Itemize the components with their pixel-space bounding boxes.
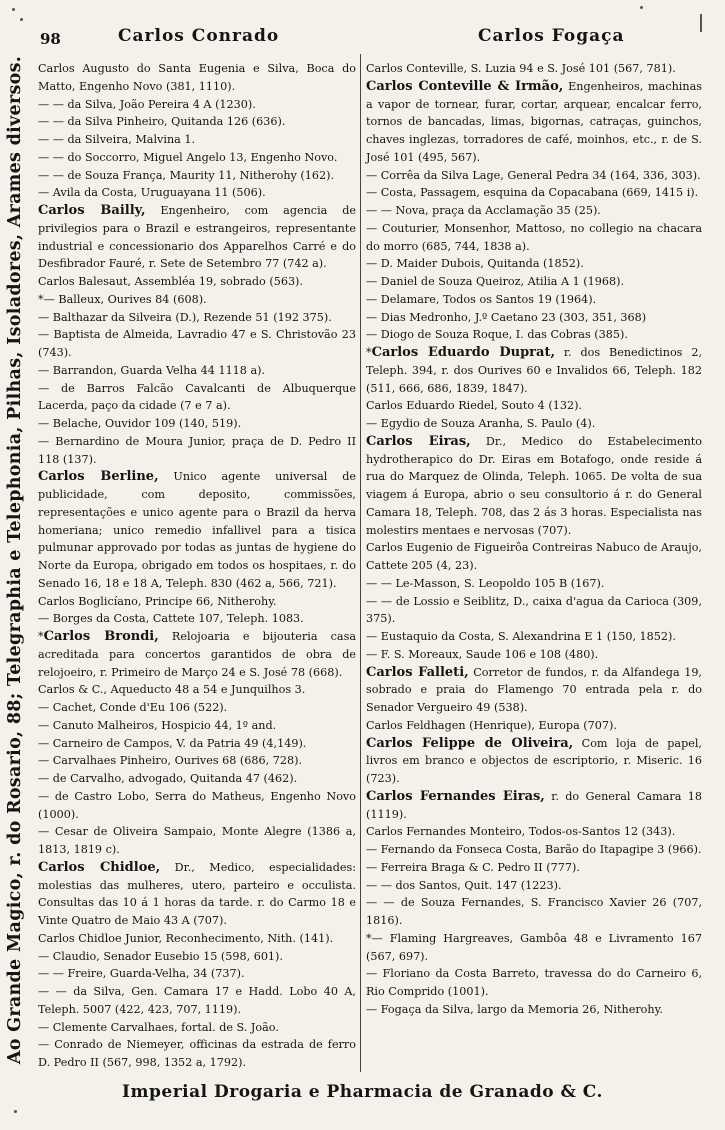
entry-text: Couturier, Monsenhor, Mattoso, no collegio na chacara do morro (685, 744, 1838 a). [366, 221, 702, 253]
entry-prefix: — [366, 967, 383, 981]
entry-text: Carlos Feldhagen (Henrique), Europa (707). [366, 718, 617, 732]
entry-text: Carlos Eduardo Riedel, Souto 4 (132). [366, 399, 582, 413]
entry-text: D. Maider Dubois, Quitanda (1852). [380, 257, 584, 271]
entry-text: da Silva, João Pereira 4 A (1230). [67, 97, 256, 111]
entry-prefix: — — [38, 133, 68, 146]
entry-prefix: — [366, 417, 381, 430]
entry-name: Carlos Eiras, [366, 433, 471, 449]
entry-text: Carlos Boglicíano, Principe 66, Nitherohy. [38, 594, 277, 608]
running-header-right: Carlos Fogaça [478, 26, 625, 46]
directory-entry [38, 326, 356, 362]
entry-text: Flaming Hargreaves, Gambôa 48 e Livramento 167 (567, 697). [366, 931, 702, 963]
entry-name: Carlos Bailly, [38, 203, 146, 218]
entry-text: Bernardino de Moura Junior, praça de D. Pedro II 118 (137). [38, 434, 357, 466]
entry-prefix: — [38, 772, 53, 785]
directory-entry [38, 433, 356, 469]
left-column [38, 60, 356, 1072]
entry-prefix: — [366, 186, 381, 200]
entry-text: Dr., Medico do Estabelecimento hydrotherapico do Dr. Eiras em Botafogo, onde reside á rua do Marquez de Olinda, Teleph. 1065. De volta de sua viagem á Europa, abrio o seu consultorio á r. do General Camara 18, Teleph. 708, das 2 ás 3 horas. Especialista nas molestirs mentaes e nervosas (707). [366, 434, 703, 537]
entry-prefix: — — [38, 967, 68, 981]
entry-text: Balthazar da Silveira (D.), Rezende 51 (192 375). [52, 310, 332, 324]
directory-entry [38, 735, 356, 753]
entry-prefix: — — [366, 896, 401, 910]
entry-prefix: — [366, 328, 381, 342]
print-speck [12, 8, 15, 11]
entry-prefix: — [38, 1020, 53, 1034]
entry-text: Fogaça da Silva, largo da Memoria 26, Nitherohy. [380, 1002, 663, 1016]
page-number: 98 [40, 30, 61, 48]
entry-prefix: — [366, 257, 381, 271]
directory-entry [38, 752, 356, 770]
directory-entry [366, 60, 702, 78]
directory-entry [38, 681, 356, 699]
entry-text: Dr., Medico, especialidades: molestias das mulheres, utero, parteiro e occulista. Consultas das 10 á 1 horas da tarde. r. do Carmo 18 e Vinte Quatro de Maio 43 A (707). [38, 860, 356, 927]
directory-entry [38, 202, 356, 273]
directory-entry [38, 96, 356, 114]
entry-text: Delamare, Todos os Santos 19 (1964). [380, 292, 597, 306]
directory-entry [366, 539, 702, 575]
directory-entry [38, 948, 356, 966]
directory-entry [366, 291, 702, 309]
entry-prefix: — — [38, 150, 68, 164]
directory-entry [366, 344, 702, 397]
entry-name: Carlos Brondi, [43, 629, 159, 644]
entry-text: Fernando da Fonseca Costa, Barão do Itapagipe 3 (966). [380, 843, 702, 856]
entry-text: Carvalhaes Pinheiro, Ourives 68 (686, 728). [52, 754, 303, 768]
entry-text: Floriano da Costa Barreto, travessa do do Carneiro 6, Rio Comprido (1001). [366, 967, 702, 998]
entry-text: de Carvalho, advogado, Quitanda 47 (462). [52, 772, 298, 785]
entry-prefix: * [366, 346, 372, 359]
entry-text: Carneiro de Campos, V. da Patria 49 (4,149). [52, 736, 307, 750]
entry-text: Freire, Guarda-Velha, 34 (737). [67, 967, 245, 981]
entry-prefix: — [38, 754, 53, 768]
entry-text: de Barros Falcão Cavalcanti de Albuquerque Lacerda, paço da cidade (7 e 7 a). [38, 381, 356, 413]
entry-text: Eustaquio da Costa, S. Alexandrina E 1 (150, 1852). [380, 630, 676, 643]
entry-prefix: — — [38, 97, 68, 111]
directory-entry [38, 717, 356, 735]
directory-entry [366, 894, 702, 930]
entry-text: Dias Medronho, J.º Caetano 23 (303, 351, 368) [380, 310, 647, 324]
entry-prefix: — [366, 310, 381, 324]
directory-entry [38, 291, 356, 309]
entry-text: de Souza França, Maurity 11, Nitherohy (162). [67, 168, 335, 182]
directory-entry [366, 202, 702, 220]
entry-text: Clemente Carvalhaes, fortal. de S. João. [52, 1020, 279, 1034]
entry-text: Com loja de papel, livros em branco e objectos de escriptorio, r. Miseric. 16 (723). [366, 736, 702, 785]
directory-entry [366, 220, 702, 256]
entry-text: Relojoaria e bijouteria casa acreditada para concertos garantidos de obra de relojoeiro, r. Primeiro de Março 24 e S. José 78 (668). [38, 630, 356, 679]
entry-name: Carlos Felippe de Oliveira, [366, 735, 574, 751]
directory-entry [38, 184, 356, 202]
entry-text: do Soccorro, Miguel Angelo 13, Engenho Novo. [67, 150, 338, 164]
entry-text: Carlos Balesaut, Assembléa 19, sobrado (563). [38, 275, 303, 288]
directory-entry [366, 965, 702, 1001]
directory-entry [38, 131, 356, 149]
directory-entry [38, 770, 356, 788]
directory-entry [366, 735, 702, 788]
entry-text: Corretor de fundos, r. da Alfandega 19, sobrado e praia do Flamengo 70 entrada pela r. do Senador Vergueiro 49 (538). [366, 665, 702, 714]
entry-text: Le-Masson, S. Leopoldo 105 B (167). [395, 576, 605, 590]
entry-prefix: *— [366, 931, 390, 945]
entry-text: Cachet, Conde d'Eu 106 (522). [52, 701, 228, 714]
column-divider [360, 54, 361, 1072]
directory-entry [366, 184, 702, 202]
directory-entry [366, 575, 702, 593]
entry-prefix: — [38, 1038, 55, 1052]
directory-entry [38, 1019, 356, 1037]
entry-prefix: — — [38, 985, 74, 998]
entry-prefix: — [38, 825, 55, 839]
entry-text: Egydio de Souza Aranha, S. Paulo (4). [380, 417, 596, 430]
entry-name: Carlos Berline, [38, 469, 159, 485]
directory-entry [38, 628, 356, 681]
directory-entry [38, 859, 356, 930]
entry-text: Barrandon, Guarda Velha 44 1118 a). [52, 363, 266, 377]
entry-text: Balleux, Ourives 84 (608). [58, 292, 207, 306]
entry-text: Conrado de Niemeyer, officinas da estrada de ferro D. Pedro II (567, 998, 1352 a, 1792). [38, 1038, 356, 1069]
directory-entry [366, 628, 702, 646]
entry-text: Avila da Costa, Uruguayana 11 (506). [52, 186, 266, 200]
entry-prefix: — [38, 949, 53, 963]
directory-entry [366, 326, 702, 344]
entry-text: de Lossio e Seiblitz, D., caixa d'agua da Carioca (309, 375). [366, 594, 702, 626]
entry-prefix: — [366, 860, 381, 874]
entry-prefix: — — [366, 594, 396, 608]
directory-entry [366, 859, 702, 877]
directory-entry [38, 983, 356, 1019]
directory-entry [366, 717, 702, 735]
entry-prefix: — [38, 310, 53, 324]
entry-text: r. do General Camara 18 (1119). [366, 789, 702, 821]
directory-entry [38, 593, 356, 611]
entry-prefix: — [38, 718, 53, 732]
entry-text: Canuto Malheiros, Hospicio 44, 1º and. [52, 718, 277, 732]
directory-entry [366, 415, 702, 433]
directory-entry [366, 273, 702, 291]
entry-prefix: — [38, 186, 53, 200]
entry-prefix: — [366, 221, 383, 235]
entry-prefix: — [38, 612, 53, 626]
directory-entry [366, 823, 702, 841]
entry-name: Carlos Chidloe, [38, 859, 161, 875]
entry-text: Engenheiros, machinas a vapor de tornear, furar, cortar, arquear, encalcar ferro, tornos de bancadas, limas, bigornas, catraças, guinchos, chaves inglezas, torradores de café, moinhos, etc., r. de S. José 101 (495, 567). [366, 79, 702, 164]
entry-prefix: * [38, 630, 44, 643]
side-advert-text: Ao Grande Magico, r. do Rosario, 88; Telegraphia e Telephonia, Pilhas, Isoladores, Arames diversos. [5, 55, 26, 1065]
directory-entry [366, 664, 702, 717]
entry-text: Diogo de Souza Roque, I. das Cobras (385). [380, 328, 628, 342]
directory-entry [366, 78, 702, 167]
directory-entry [38, 699, 356, 717]
directory-entry [366, 433, 702, 540]
entry-name: Carlos Conteville & Irmão, [366, 78, 564, 94]
entry-text: Borges da Costa, Cattete 107, Teleph. 1083. [52, 612, 304, 626]
entry-text: F. S. Moreaux, Saude 106 e 108 (480). [380, 647, 599, 661]
directory-entry [38, 60, 356, 96]
directory-entry [38, 415, 356, 433]
entry-prefix: — [366, 630, 381, 643]
entry-text: Nova, praça da Acclamação 35 (25). [395, 204, 601, 217]
right-column [366, 60, 702, 1019]
directory-entry [38, 362, 356, 380]
entry-prefix: — — [38, 115, 68, 129]
entry-name: Carlos Eduardo Duprat, [371, 345, 555, 360]
entry-prefix: — [366, 292, 381, 306]
entry-prefix: — [38, 736, 53, 750]
print-speck [14, 1110, 17, 1113]
entry-text: r. dos Benedictinos 2, Teleph. 394, r. dos Ourives 60 e Invalidos 66, Teleph. 182 (511, 666, 686, 1839, 1847). [366, 346, 702, 395]
directory-entry [38, 309, 356, 327]
entry-text: Costa, Passagem, esquina da Copacabana (669, 1415 i). [380, 186, 699, 200]
directory-entry [38, 1036, 356, 1072]
entry-text: Carlos & C., Aqueducto 48 a 54 e Junquilhos 3. [38, 683, 306, 697]
entry-prefix: — [366, 275, 381, 288]
entry-text: Carlos Chidloe Junior, Reconhecimento, Nith. (141). [38, 931, 334, 945]
entry-text: Daniel de Souza Queiroz, Atilia A 1 (1968). [380, 275, 625, 288]
directory-entry [38, 965, 356, 983]
entry-prefix: — [38, 789, 55, 803]
directory-entry [38, 273, 356, 291]
entry-prefix: — — [366, 204, 396, 217]
print-speck [700, 14, 702, 32]
entry-text: da Silva Pinheiro, Quitanda 126 (636). [67, 115, 286, 129]
directory-entry [366, 877, 702, 895]
directory-entry [38, 149, 356, 167]
entry-prefix: — [38, 363, 53, 377]
directory-entry [366, 167, 702, 185]
entry-prefix: — [366, 647, 381, 661]
directory-entry [366, 593, 702, 629]
entry-name: Carlos Fernandes Eiras, [366, 788, 545, 804]
entry-text: de Castro Lobo, Serra do Matheus, Engenho Novo (1000). [38, 789, 356, 821]
entry-prefix: — [38, 434, 56, 448]
entry-text: da Silva, Gen. Camara 17 e Hadd. Lobo 40 A, Teleph. 5007 (422, 423, 707, 1119). [38, 985, 356, 1016]
entry-text: Carlos Fernandes Monteiro, Todos-os-Santos 12 (343). [366, 825, 676, 839]
entry-text: Ferreira Braga & C. Pedro II (777). [380, 860, 580, 874]
side-advert-banner [0, 40, 30, 1080]
directory-entry [366, 397, 702, 415]
entry-text: Carlos Augusto do Santa Eugenia e Silva, Boca do Matto, Engenho Novo (381, 1110). [38, 62, 356, 93]
entry-prefix: — [366, 843, 381, 856]
directory-entry [38, 788, 356, 824]
directory-entry [366, 930, 702, 966]
entry-text: Baptista de Almeida, Lavradio 47 e S. Christovão 23 (743). [38, 328, 356, 359]
entry-text: Cesar de Oliveira Sampaio, Monte Alegre (1386 a, 1813, 1819 c). [38, 825, 356, 856]
entry-text: Engenheiro, com agencia de privilegios para o Brazil e estrangeiros, representante industrial e concessionario dos Apparelhos Carré e do Desfibrador Fauré, r. Sete de Setembro 77 (742 a). [38, 204, 356, 271]
footer-advert: Imperial Drogaria e Pharmacia de Granado & C. [122, 1082, 603, 1102]
directory-entry [38, 468, 356, 592]
entry-text: Claudio, Senador Eusebio 15 (598, 601). [52, 949, 283, 963]
directory-entry [366, 1001, 702, 1019]
directory-entry [38, 823, 356, 859]
directory-entry [366, 841, 702, 859]
print-speck [640, 6, 643, 9]
entry-prefix: — [366, 168, 381, 182]
directory-entry [366, 255, 702, 273]
entry-text: Carlos Conteville, S. Luzia 94 e S. José 101 (567, 781). [366, 62, 676, 75]
directory-entry [366, 788, 702, 824]
entry-prefix: — [38, 701, 53, 714]
directory-entry [38, 610, 356, 628]
entry-text: Belache, Ouvidor 109 (140, 519). [52, 417, 242, 430]
entry-name: Carlos Falleti, [366, 664, 469, 680]
entry-text: Corrêa da Silva Lage, General Pedra 34 (164, 336, 303). [380, 168, 701, 182]
running-header-left: Carlos Conrado [118, 26, 280, 46]
directory-entry [366, 646, 702, 664]
entry-text: Carlos Eugenio de Figueirôa Contreiras Nabuco de Araujo, Cattete 205 (4, 23). [366, 541, 702, 572]
entry-prefix: — — [366, 576, 396, 590]
entry-prefix: — — [38, 168, 68, 182]
entry-text: Unico agente universal de publicidade, com deposito, commissões, representações e unico agente para o Brazil da herva homeriana; unico remedio infallivel para a tisica pulmunar approvado por todas as juntas de hygiene do Norte da Europa, obrigado em todos os hospitaes, r. do Senado 16, 18 e 18 A, Teleph. 830 (462 a, 566, 721). [38, 470, 356, 590]
print-speck [20, 18, 23, 21]
entry-text: de Souza Fernandes, S. Francisco Xavier 26 (707, 1816). [366, 896, 702, 927]
entry-prefix: — [38, 417, 53, 430]
directory-entry [366, 309, 702, 327]
entry-text: da Silveira, Malvina 1. [67, 133, 196, 146]
entry-prefix: — [38, 328, 54, 342]
entry-text: dos Santos, Quit. 147 (1223). [395, 878, 562, 892]
entry-prefix: — [366, 1002, 381, 1016]
entry-prefix: — [38, 381, 62, 395]
directory-entry [38, 930, 356, 948]
directory-entry [38, 380, 356, 416]
entry-prefix: — — [366, 878, 396, 892]
entry-prefix: *— [38, 292, 59, 306]
directory-entry [38, 167, 356, 185]
directory-entry [38, 113, 356, 131]
